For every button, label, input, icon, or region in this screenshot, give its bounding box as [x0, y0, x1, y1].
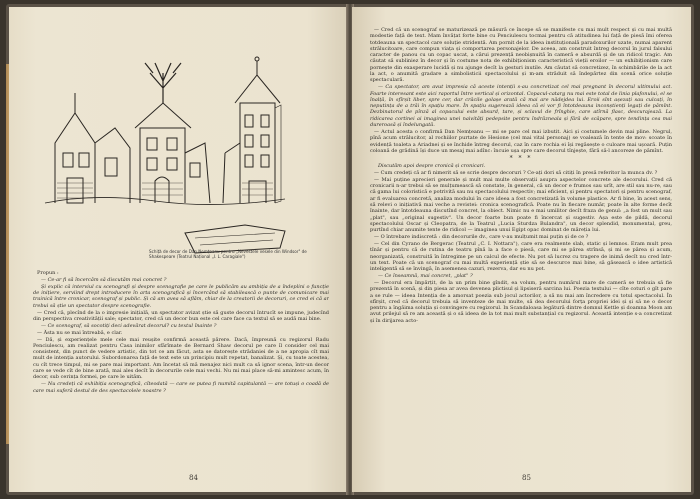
- paragraph: — Nu credeți că exhibiția scenografică, cîteodată — care se putea fi numită capitulantă — are totuși o coadă de care mai suferă destul de des spectacolele noastre ?: [33, 381, 329, 394]
- paragraph: — Cred că un scenograf se maturizează pe măsură ce începe să se manifeste cu mai mult respect și cu mai multă modestie față de text. Mam învățat forte bine cu Penciulescu tocmai pentru că atitudinea lui față de piesă îmi oferea totdeauna un spectacol care soluție stridentă. Am pornit de la ideea instituțională paradoxurilor uzate, numai aparent strălucitoare, care compun viața și comportarea personajelor. De aceea, am construit întreg decorul în jurul falsului caracter de panou cu un copac uscat, a cărui prezență neobișnuită în cameră e absurdă și de un ridicol tragic. Am căutat să subliniez în decor și în costume nota de exhibiționism caracteristică vieții eroilor — un exhibiționism care pornește din exasperare lucidă și nu ajunge decît la gesturi inutile. Am căutat să concretizez, în schimbările de la act la act, o anumită gradare a simbolisticii spectacolului și m-am străduit să îndepărtez din scenă orice soluție spectaculară.: [370, 27, 672, 84]
- paragraph: — Ăsta nu se mai întreabă, e clar.: [37, 329, 123, 336]
- paragraph: — Ca spectator, am avut impresia că aceste intenții s-au concretizat cel mai pregnant în decorul ultimului act. Foarte interesant este aici raportul între vertical și orizontal. Copacul-catarg nu mai este total de linia plafonului, el se înalță, în sfîrșit liber, spre cer, dar crăcile golașe arată că mai are nădejdea lui. Eroii sînt așezați sau culcați, în neputința de a trăi în spațiu mare. În spațiu sugerează ideea că ei vor fi întotdeauna inconștienți legați de pămînt. Dezbinatorul de pînză al copacului este absurd, tare, și sclavul de frînghie, care atîrnă flasc, descurajează. La ridicarea cortinei ai imaginea unei naivități pedepsite pentru îndrăzneala și fără de scăpare, spre tendința cea mai dureroasă și îndelungată.: [370, 84, 672, 129]
- left-page: [9, 7, 348, 492]
- paragraph: — Actul acesta o confirmă Dan Nemțeanu — mi se pare cel mai izbutit. Aici și costumele devin mai pline. Negrul, pînă acum strălucitor, al rochiilor purtate de Hesione (cel mai vital personaj) se voalează în tente de mov: scoate în evidență toaleta a Ariadnei și se închide întreg decorul, caz în care rochia ei își regăsește o culoare mai ușoară. Puțin coloană de grădină își duce un mesaj mai adînc: încuie ușa spre care decorul tînjește, fără să-l ancoreze de pămînt.: [370, 128, 672, 154]
- left-text-column: [33, 270, 329, 460]
- paragraph: — Ce-ar fi să încercăm să discutăm mai concret ?: [41, 276, 167, 283]
- paragraph: Discutăm apoi despre cronică și cronicari.: [378, 163, 486, 170]
- paragraph: — Decorul era împărțit, de la un prim bine gîndit, ea volum, pentru numărul mare de cameră se trebuia să fie prezentă în scenă, și din piesa ar avea devenea plictisul și lipsiseră sarcina lui. Poezia textului — cîte coturi o gît pare a se rule — ideea Intenția de a amorsat poezia sub jocul actorilor, a să nu mai am încredere cu totul spectacolul. În sfîrșit, cred că decorul trebuia să inventeze de mai multe, să dea decorului forța propriei idei și și să ne o decor pentru a îngăima soluția și convingere cu regizorul. In Scandaloasa legătură dintre domnul Kettle și doamna Moon am avut prilejul să re am această și o să ideea de la tot mai mult substanțial cu regizorul. Această intenție s-a concretizat și în dirijarea acto-: [370, 279, 672, 324]
- paragraph: — Ce înseamnă, mai concret, „plat" ?: [378, 273, 473, 280]
- paragraph: — Cred că, plecînd de la o impresie inițială, un spectator avizat știe să guste decorul întrucît se impune, judecînd din perspectiva creativității sale; spectator, cred că un decor bun este cel care face ca textul să se audă mai bine.: [33, 309, 329, 322]
- book-spread: [6, 4, 694, 495]
- paragraph: Propun :: [37, 270, 59, 276]
- paragraph: — Ce scenograf, să socotiți deci adevărat decorul? cu textul înainte ?: [41, 322, 217, 329]
- set-design-sketch: [35, 33, 295, 255]
- paragraph: — O întrebare indiscretă : din decorurile dv., care v-au mulțumit mai puțin și de ce ?: [374, 234, 589, 241]
- paragraph: — Cel din Cyrano de Bergerac (Teatrul „C. I. Nottara"), care era realmente slab, static și lemnos. Eram mult prea tînăr și pentru că de rutina de teatru pînă la a face o piesă, care mi se părea strînsă, și mi se părea și acum, neorganizată, construită în întregime pe un calcul de efecte. Nu pot să lucrez cu tragere de inimă decît nu cred într-un text. Poate că un scenograf cu mai multă experiență știe să se descurce mai bine, să găsească o idee artistică inteligentă să se învingă, în asemenea cazuri, rezerva, dar eu nu pot.: [370, 240, 672, 273]
- right-text-column: [370, 27, 672, 457]
- paragraph: — Cum credeți că ar fi nimerit să se scrie despre decoruri ? Ce-ați dori să citiți în presă referitor la munca dv. ?: [374, 169, 658, 176]
- right-page: [352, 7, 691, 492]
- page-number-right: 85: [522, 474, 531, 482]
- image-caption: Schiță de decor de Dan Nemțeanu pentru „Nevestele vesele din Windsor" de Shakespeare (Teatrul Național „I. L. Caragiale"): [149, 249, 307, 260]
- paragraph: Și explic că interviul cu scenografi și despre scenografie pe care le publicăm au ambiția de a îndeplini o funcție de inițiere, serviind drept introducere în arta scenografică și încercând să stabilească o punte de comunicare mai trainică între cronicar, scenograf și public. Și că am avea să aflăm, chiar de la creatorii de decoruri, ce cred ei că ar trebui să știe un spectator despre scenografie.: [33, 283, 329, 309]
- page-number-left: 84: [189, 474, 198, 482]
- section-divider: * * *: [509, 155, 533, 163]
- paragraph: — Mai puține aprecieri generale și mult mai multe observații asupra aspectelor concrete ale decorului. Cred că cronicarii n-ar trebui să se mulțumească să constate, în general, că un decor e frumos sau urît, are stil sau nu-re, sau că gama lui coloristică e potrivită sau nu spectacolului respectiv; mai eficient, și pentru spectatori și pentru scenograf, ar fi evaluarea concretă, analiza modului în care ideea a fost concretizată în volume plastice. Ar fi bine, în acest sens, să relevi o inițiativă mai veche a revistei: cronica scenografică. Poate nu în fiecare număr, poate în alte forme decît înainte, dar întotdeauna discutînd concret, la obiect. Nimic nu e mai umilitor decît fraza de genul: „a fost un mult sau „plat", sau „original sugestiv". Un decor foarte bun poate fi încercat și sugestiv. Așa este de pildă, decorul spectacolului Oscar și Cleopatra, de la Teatrul „Lucia Sturdza Bulandra", un decor splendid, monumental, greu, purtînd chiar anumite tente de ridicol — imaginea unui Egipt opac dominat de măreția lui.: [370, 176, 672, 234]
- paragraph: — Dă, și experiențele mele cele mai reușite confirmă această părere. Dacă, împreună cu regizorul Radu Penciulescu, am realizat pentru Casa inimilor sfărîmate de Bernard Shaw decorul pe care îl consider cel mai consistent, din punct de vedere artistic, din tot ce am făcut, asta se datorește strădaniei de a ne apropia cît mai mult de intenția autorului. Subordonarea față de text este un principiu mult repetat, banalizat. Și, cu toate acestea, cu cît trece timpul, mi se pare mai important. Am încetat să mă menajez nici mult ca să ignor scena, într-un decor care se vede cît de bine arată, mai ales decît în decorurile cele mai vechi. Nu mi mai place să-mi amintesc acum, în decor, sub cerința formei, pe care le uităm.: [33, 336, 329, 381]
